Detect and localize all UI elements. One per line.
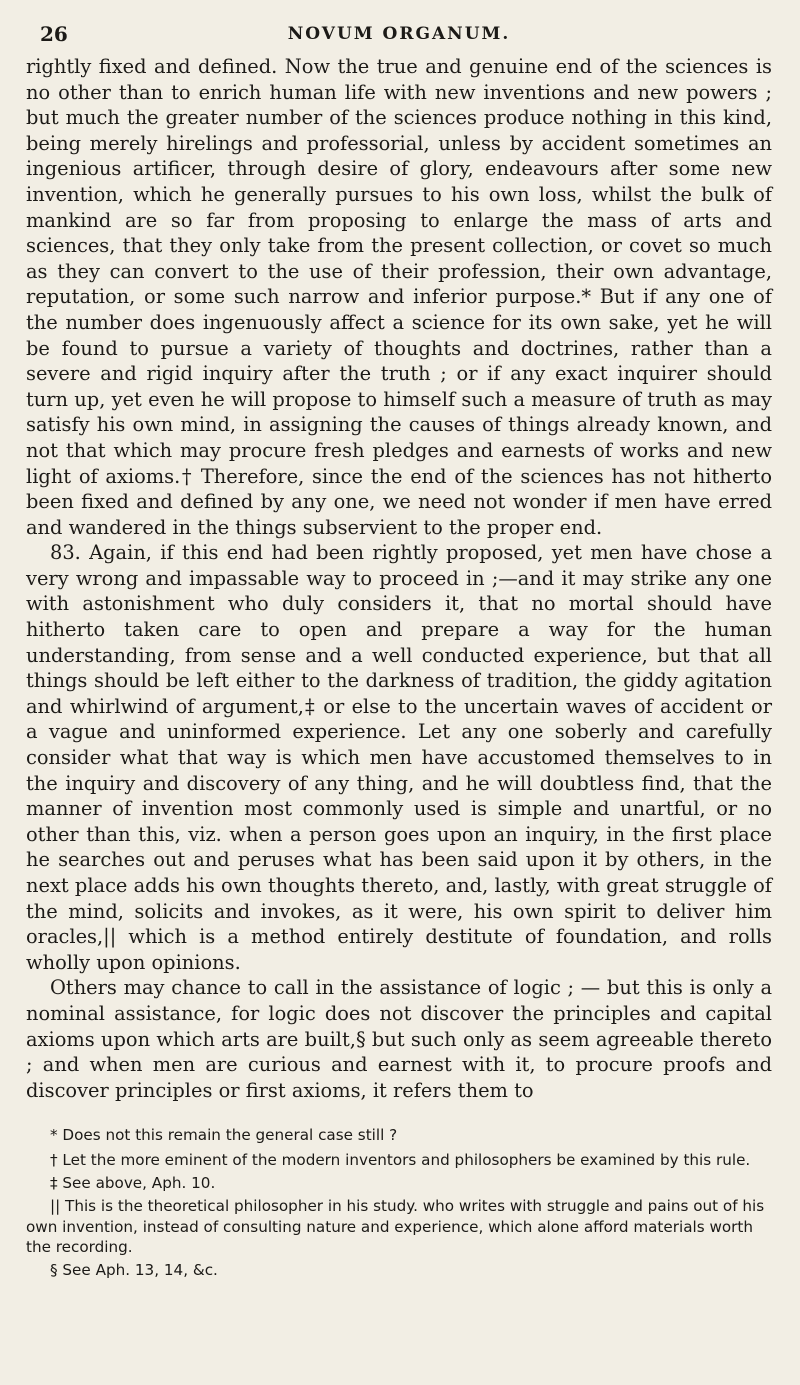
footnote-section: § See Aph. 13, 14, &c. (50, 1261, 218, 1280)
footnote-parallel: || This is the theoretical philosopher in his study. who writes with struggle and pains out of his own invention, instead of consulting nature and experience, which alone afford materials worth the recording. (26, 1196, 765, 1257)
page-number: 26 (40, 22, 68, 46)
body-text (26, 54, 772, 1103)
running-head: NOVUM ORGANUM. (287, 24, 511, 44)
page-header (26, 14, 772, 54)
footnotes (26, 1125, 772, 1281)
footnote-asterisk: * Does not this remain the general case still ? (50, 1126, 398, 1145)
footnote-dagger: † Let the more eminent of the modern inventors and philosophers be examined by this rule. (50, 1151, 751, 1170)
footnote-double-dagger: ‡ See above, Aph. 10. (50, 1173, 216, 1192)
paragraph-continued: rightly fixed and defined. Now the true and genuine end of the sciences is no other than to enrich human life with new inventions and new powers ; but much the greater number of the sciences produce nothing in this kind, being merely hirelings and professorial, unless by accident sometimes an ingenious artificer, through desire of glory, endeavours after some new invention, which he generally pursues to his own loss, whilst the bulk of mankind are so far from proposing to enlarge the mass of arts and sciences, that they only take from the present collection, or covet so much as they can convert to the use of their profession, their own advantage, reputation, or some such narrow and inferior purpose.* But if any one of the number does ingenuously affect a science for its own sake, yet he will be found to pursue a variety of thoughts and doctrines, rather than a severe and rigid inquiry after the truth ; or if any exact inquirer should turn up, yet even he will propose to himself such a measure of truth as may satisfy his own mind, in assigning the causes of things already known, and not that which may procure fresh pledges and earnests of works and new light of axioms.† Therefore, since the end of the sciences has not hitherto been fixed and defined by any one, we need not wonder if men have erred and wandered in the things subservient to the proper end. (26, 55, 772, 539)
paragraph-aphorism-83: 83. Again, if this end had been rightly proposed, yet men have chose a very wrong and impassable way to proceed in ;—and it may strike any one with astonishment who duly considers it, that no mortal should have hitherto taken care to open and prepare a way for the human understanding, from sense and a well conducted experience, but that all things should be left either to the darkness of tradition, the giddy agitation and whirlwind of argument,‡ or else to the uncertain waves of accident or a vague and uninformed experience. Let any one soberly and carefully consider what that way is which men have accustomed themselves to in the inquiry and discovery of any thing, and he will doubtless find, that the manner of invention most commonly used is simple and unartful, or no other than this, viz. when a person goes upon an inquiry, in the first place he searches out and peruses what has been said upon it by others, in the next place adds his own thoughts thereto, and, lastly, with great struggle of the mind, solicits and invokes, as it were, his own spirit to deliver him oracles,|| which is a method entirely destitute of foundation, and rolls wholly upon opinions. (26, 541, 772, 974)
paragraph-logic: Others may chance to call in the assistance of logic ; — but this is only a nominal assistance, for logic does not discover the principles and capital axioms upon which arts are built,§ but such only as seem agreeable thereto ; and when men are curious and earnest with it, to procure proofs and discover principles or first axioms, it refers them to (26, 976, 772, 1102)
